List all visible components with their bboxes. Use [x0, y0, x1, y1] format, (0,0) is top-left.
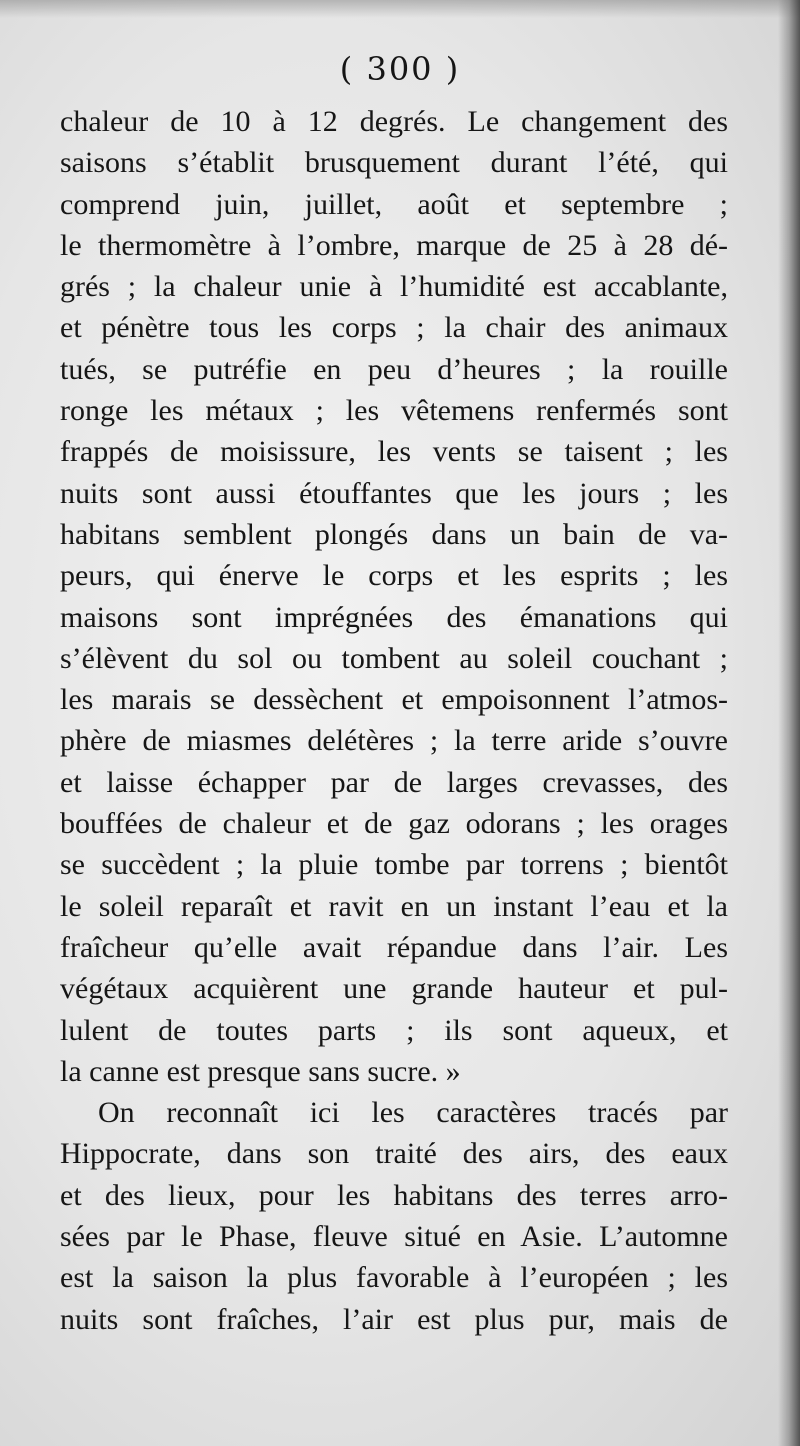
text-line: les marais se dessèchent et empoisonnent l’atmos-: [60, 683, 728, 717]
text-line: sées par le Phase, fleuve situé en Asie. L’automne: [60, 1220, 728, 1254]
text-line: bouffées de chaleur et de gaz odorans ; les orages: [60, 807, 728, 841]
text-line: et pénètre tous les corps ; la chair des animaux: [60, 311, 728, 345]
text-line: nuits sont fraîches, l’air est plus pur, mais de: [60, 1302, 728, 1336]
text-line: et des lieux, pour les habitans des terres arro-: [60, 1178, 728, 1212]
text-line: peurs, qui énerve le corps et les esprits ; les: [60, 559, 728, 593]
text-line: nuits sont aussi étouffantes que les jours ; les: [60, 476, 728, 510]
text-line: et laisse échapper par de larges crevasses, des: [60, 765, 728, 799]
text-line: le soleil reparaît et ravit en un instant l’eau et la: [60, 889, 728, 923]
page-top-shadow: [0, 0, 800, 18]
text-line: se succèdent ; la pluie tombe par torrens ; bientôt: [60, 848, 728, 882]
text-line: habitans semblent plongés dans un bain de va-: [60, 517, 728, 551]
text-line: maisons sont imprégnées des émanations qui: [60, 600, 728, 634]
text-line: saisons s’établit brusquement durant l’été, qui: [60, 146, 728, 180]
text-line: frappés de moisissure, les vents se taisent ; les: [60, 435, 728, 469]
text-line: végétaux acquièrent une grande hauteur et pul-: [60, 972, 728, 1006]
text-line: fraîcheur qu’elle avait répandue dans l’air. Les: [60, 930, 728, 964]
text-line: tués, se putréfie en peu d’heures ; la rouille: [60, 352, 728, 386]
text-line: chaleur de 10 à 12 degrés. Le changement des: [60, 105, 728, 138]
page-number-header: ( 300 ): [339, 50, 461, 88]
text-line: est la saison la plus favorable à l’européen ; les: [60, 1261, 728, 1295]
text-line: lulent de toutes parts ; ils sont aqueux, et: [60, 1013, 728, 1047]
body-text: [60, 101, 728, 1340]
text-line: grés ; la chaleur unie à l’humidité est accablante,: [60, 270, 728, 304]
text-line: comprend juin, juillet, août et septembre ;: [60, 187, 728, 221]
text-line: la canne est presque sans sucre. »: [60, 1054, 461, 1088]
page-gutter-shadow: [778, 0, 800, 1446]
text-line: On reconnaît ici les caractères tracés par: [98, 1096, 728, 1130]
text-line: le thermomètre à l’ombre, marque de 25 à 28 dé-: [60, 228, 728, 262]
text-line: Hippocrate, dans son traité des airs, des eaux: [60, 1137, 728, 1171]
text-line: phère de miasmes delétères ; la terre aride s’ouvre: [60, 724, 728, 758]
text-line: ronge les métaux ; les vêtemens renfermés sont: [60, 394, 728, 428]
text-line: s’élèvent du sol ou tombent au soleil couchant ;: [60, 641, 728, 675]
